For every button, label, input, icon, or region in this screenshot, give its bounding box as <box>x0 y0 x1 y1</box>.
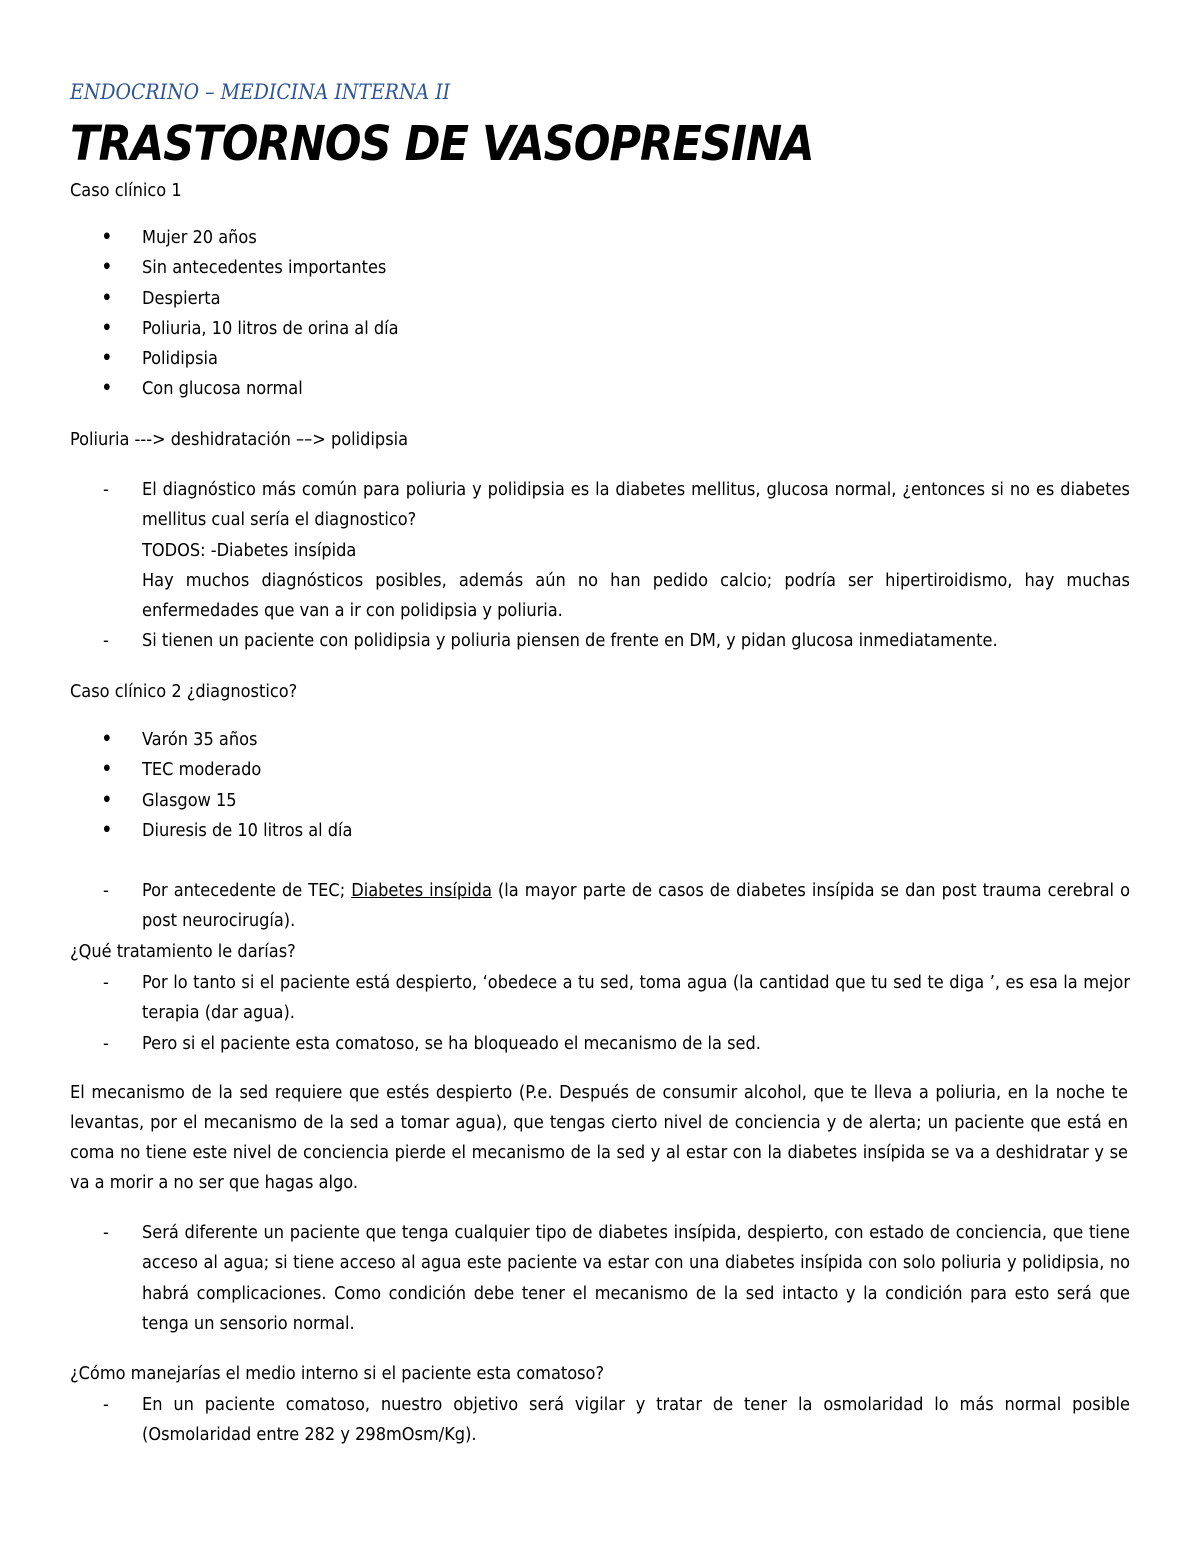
list-item: • Mujer 20 años <box>100 223 1130 253</box>
list-item: • Glasgow 15 <box>100 786 1130 816</box>
case2-diagnosis-list <box>100 876 1130 937</box>
case1-notes-list <box>100 475 1130 657</box>
list-item: • TEC moderado <box>100 755 1130 785</box>
case1-findings-list <box>100 223 1130 405</box>
list-item: • Varón 35 años <box>100 725 1130 755</box>
case2-heading: Caso clínico 2 ¿diagnostico? <box>70 681 298 702</box>
comatose-question: ¿Cómo manejarías el medio interno si el paciente esta comatoso? <box>70 1363 605 1384</box>
list-item <box>100 475 1130 626</box>
case2-findings-list <box>100 725 1130 846</box>
list-item: • Sin antecedentes importantes <box>100 253 1130 283</box>
page-title: TRASTORNOS DE VASOPRESINA <box>70 116 814 172</box>
awake-patient-list <box>100 1218 1130 1339</box>
list-item: • Diuresis de 10 litros al día <box>100 816 1130 846</box>
list-item: • Polidipsia <box>100 344 1130 374</box>
diagnosis-suffix: (la mayor parte de casos de diabetes insípida se dan post trauma cerebral o post neurocirugía). <box>142 880 1130 932</box>
list-item: - Por lo tanto si el paciente está despierto, ‘obedece a tu sed, toma agua (la cantidad que tu sed te diga ’, es esa la mejor terapia (dar agua). <box>100 968 1130 1029</box>
diagnosis-prefix: Por antecedente de TEC; <box>142 880 352 901</box>
note-text: Hay muchos diagnósticos posibles, además aún no han pedido calcio; podría ser hipertiroidismo, hay muchas enfermedades que van a ir con polidipsia y poliuria. <box>142 569 1130 622</box>
list-item: - Si tienen un paciente con polidipsia y poliuria piensen de frente en DM, y pidan glucosa inmediatamente. <box>100 626 1130 656</box>
note-text: - El diagnóstico más común para poliuria y polidipsia es la diabetes mellitus, glucosa normal, ¿entonces si no es diabetes mellitus cual sería el diagnostico? <box>142 479 1130 531</box>
case1-heading: Caso clínico 1 <box>70 180 182 201</box>
comatose-list <box>100 1390 1130 1451</box>
list-item: - En un paciente comatoso, nuestro objetivo será vigilar y tratar de tener la osmolaridad lo más normal posible (Osmolaridad entre 282 y 298mOsm/Kg). <box>100 1390 1130 1451</box>
pathophysiology-flow: Poliuria ---> deshidratación ––> polidipsia <box>70 429 409 450</box>
diagnosis-underlined: Diabetes insípida <box>351 880 492 901</box>
treatment-question: ¿Qué tratamiento le darías? <box>70 941 296 962</box>
document-series: ENDOCRINO – MEDICINA INTERNA II <box>70 80 451 104</box>
list-item: • Poliuria, 10 litros de orina al día <box>100 314 1130 344</box>
list-item: • Despierta <box>100 284 1130 314</box>
list-item <box>100 876 1130 937</box>
treatment-list <box>100 968 1130 1059</box>
list-item: - Pero si el paciente esta comatoso, se ha bloqueado el mecanismo de la sed. <box>100 1029 1130 1059</box>
list-item: • Con glucosa normal <box>100 374 1130 404</box>
list-item: - Será diferente un paciente que tenga cualquier tipo de diabetes insípida, despierto, con estado de conciencia, que tiene acceso al agua; si tiene acceso al agua este paciente va estar con una diabetes insípida con solo poliuria y polidipsia, no habrá complicaciones. Como condición debe tener el mecanismo de la sed intacto y la condición para esto será que tenga un sensorio normal. <box>100 1218 1130 1339</box>
thirst-mechanism-paragraph: El mecanismo de la sed requiere que estés despierto (P.e. Después de consumir alcohol, que te lleva a poliuria, en la noche te levantas, por el mecanismo de la sed a tomar agua), que tengas cierto nivel de conciencia y de alerta; un paciente que está en coma no tiene este nivel de conciencia pierde el mecanismo de la sed y al estar con la diabetes insípida se va a deshidratar y se va a morir a no ser que hagas algo. <box>70 1082 1128 1193</box>
note-text: TODOS: -Diabetes insípida <box>142 539 357 561</box>
